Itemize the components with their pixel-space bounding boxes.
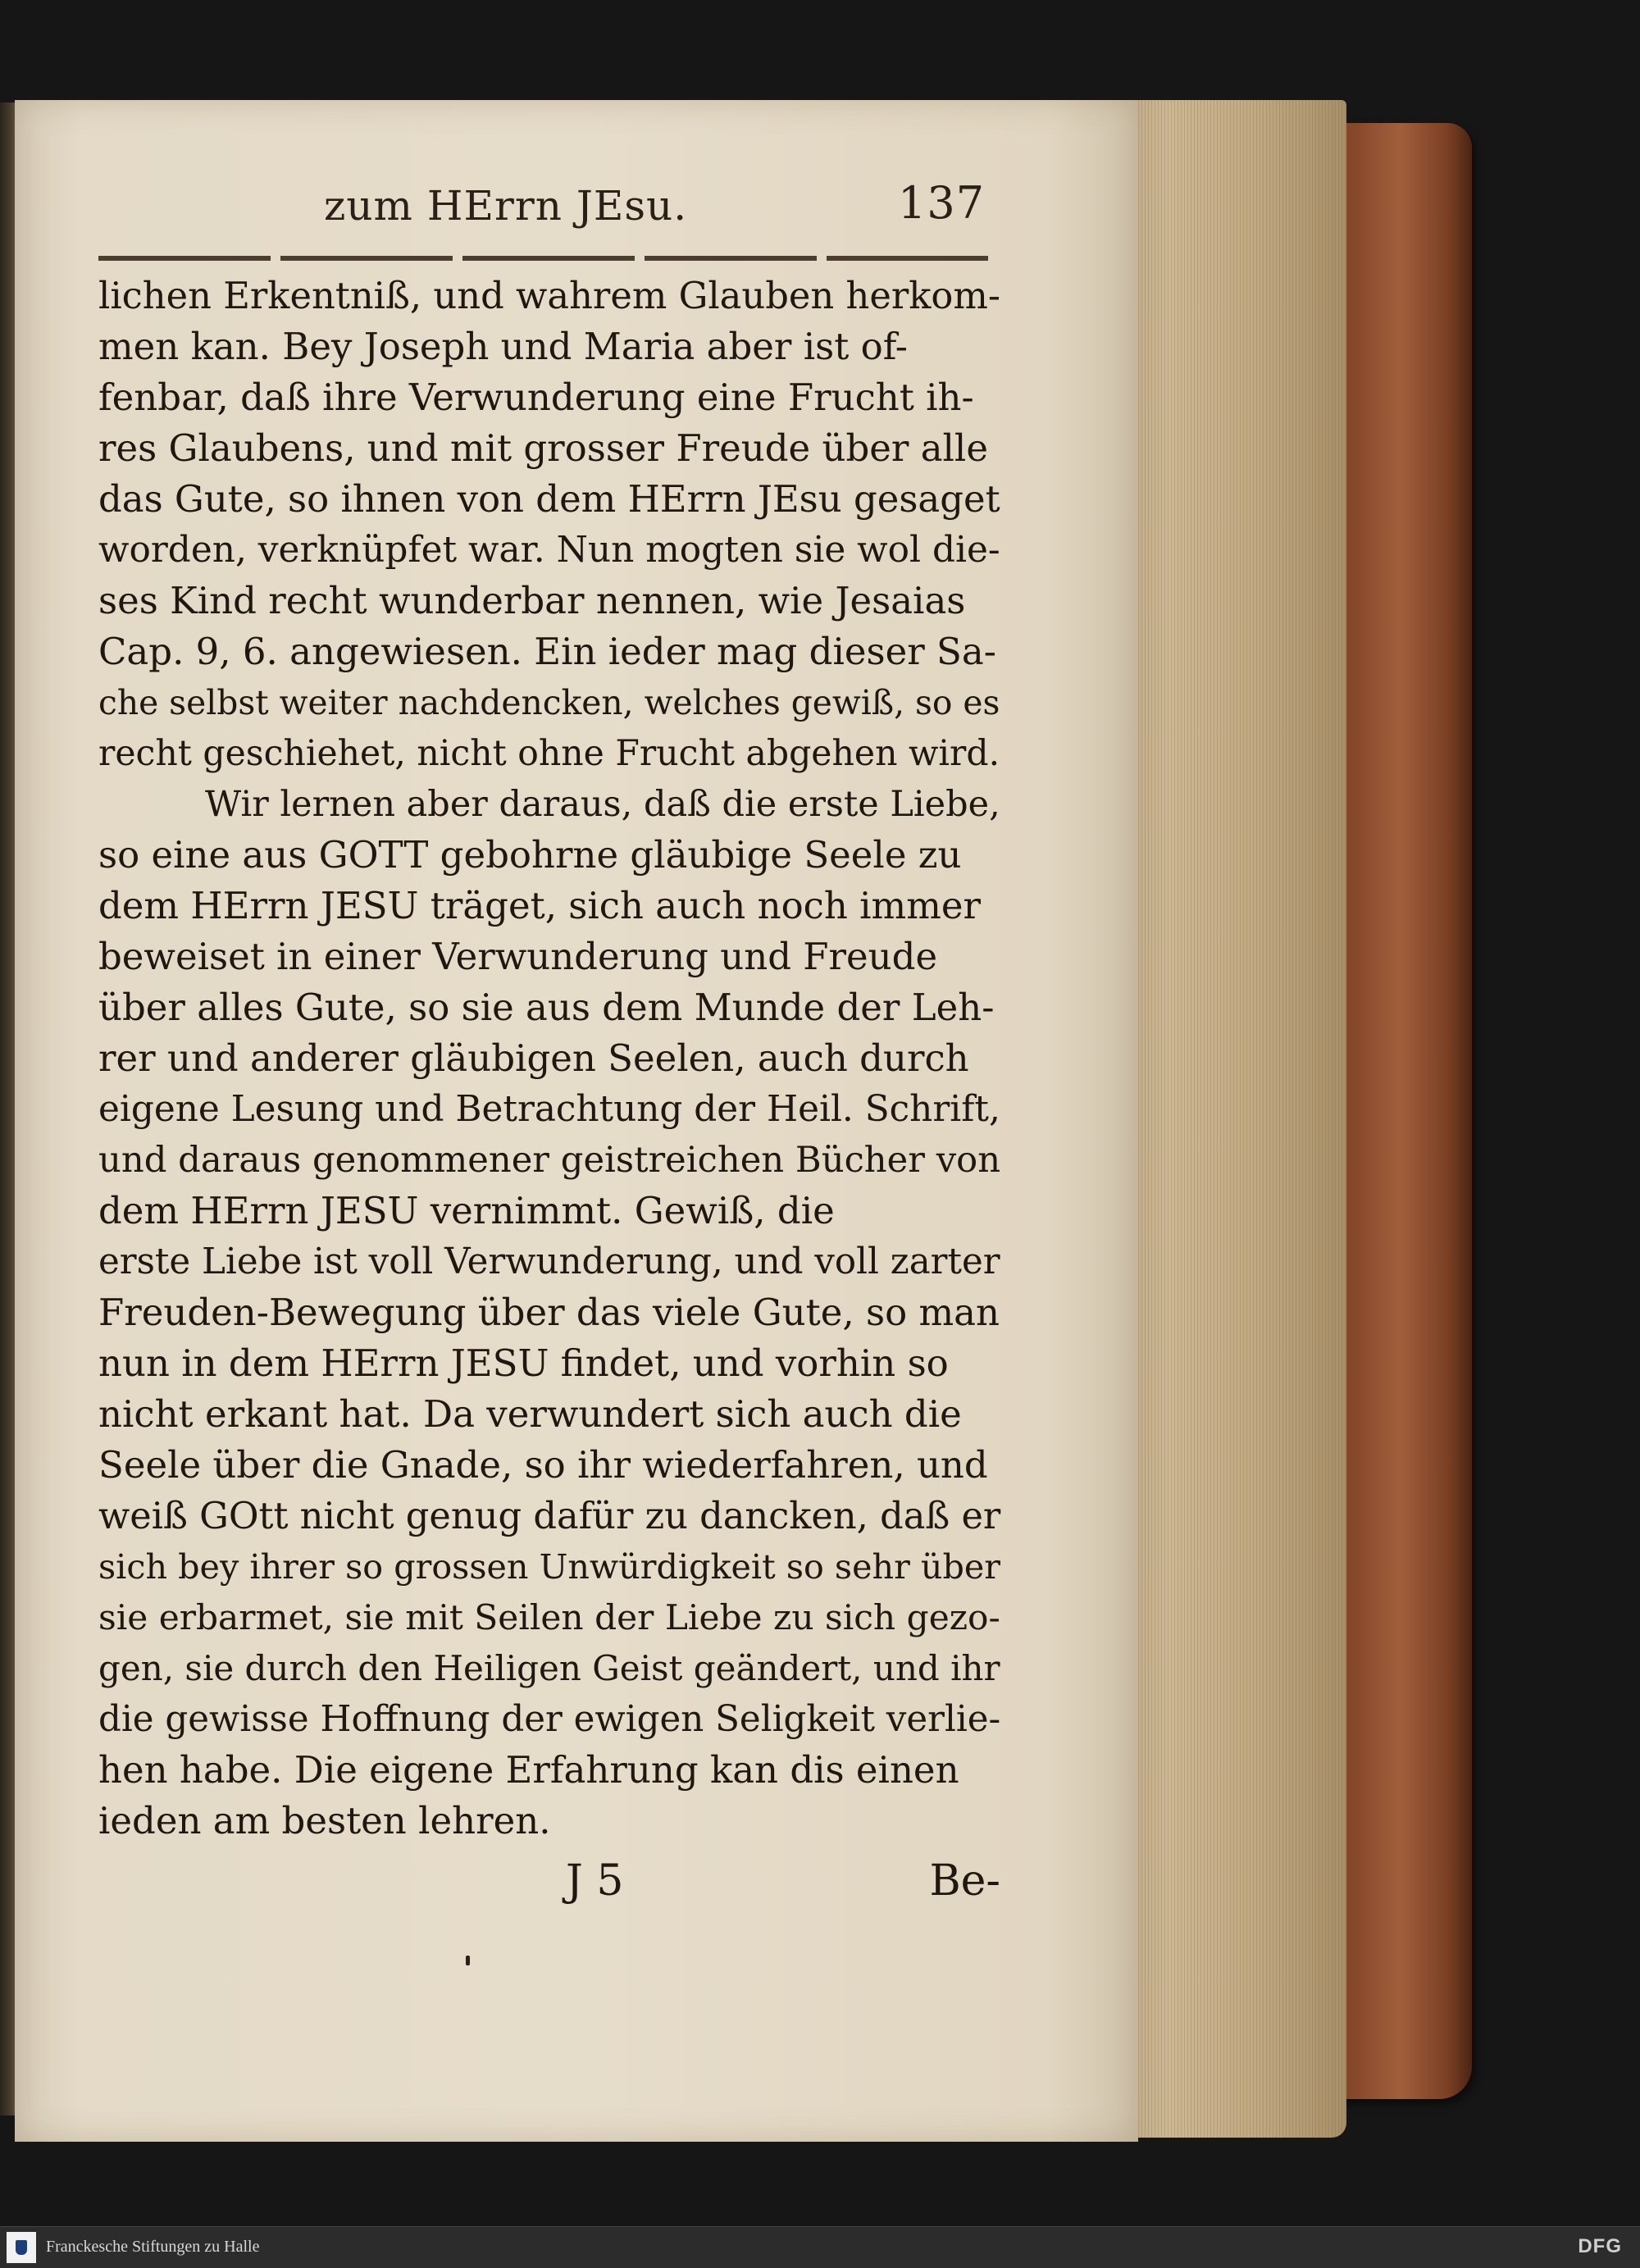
text-line: res Glaubens, und mit grosser Freude über alle	[98, 426, 988, 470]
text-line: sie erbarmet, sie mit Seilen der Liebe zu sich gezo-	[98, 1597, 1000, 1637]
running-head-title: zum HErrn JEsu.	[324, 182, 688, 230]
catchword: Be-	[929, 1856, 1000, 1906]
text-line: ieden am besten lehren.	[98, 1799, 551, 1842]
head-rule	[98, 256, 988, 261]
text-line: men kan. Bey Joseph und Maria aber ist of-	[98, 325, 908, 368]
text-line: worden, verknüpfet war. Nun mogten sie wol die-	[98, 529, 1000, 571]
text-line: gen, sie durch den Heiligen Geist geändert, und ihr	[98, 1648, 1000, 1688]
text-line: eigene Lesung und Betrachtung der Heil. Schrift,	[98, 1088, 1000, 1130]
institution-logo-icon	[7, 2232, 36, 2263]
text-line: nicht erkant hat. Da verwundert sich auch die	[98, 1392, 962, 1436]
text-line: weiß GOtt nicht genug dafür zu dancken, daß er	[98, 1494, 1001, 1537]
text-line: dem HErrn JESU träget, sich auch noch immer	[98, 884, 982, 927]
text-line: die gewisse Hoffnung der ewigen Seligkeit verlie-	[98, 1699, 1001, 1740]
dfg-logo: DFG	[1578, 2235, 1622, 2257]
text-line: nun in dem HErrn JESU findet, und vorhin so	[98, 1341, 949, 1385]
logo-mark	[16, 2240, 27, 2255]
text-line: sich bey ihrer so grossen Unwürdigkeit so sehr über	[98, 1547, 1001, 1587]
page-number: 137	[898, 177, 986, 229]
text-line: lichen Erkentniß, und wahrem Glauben herkom-	[98, 274, 1001, 317]
text-line: so eine aus GOTT gebohrne gläubige Seele zu	[98, 833, 962, 877]
text-line: hen habe. Die eigene Erfahrung kan dis einen	[98, 1748, 959, 1792]
running-head	[324, 177, 996, 239]
text-line: das Gute, so ihnen von dem HErrn JEsu gesaget	[98, 477, 1000, 521]
page-fore-edge	[1109, 100, 1346, 2138]
text-line: fenbar, daß ihre Verwunderung eine Frucht ih-	[98, 376, 974, 419]
text-line: beweiset in einer Verwunderung und Freude	[98, 935, 938, 978]
signature-mark: J 5	[566, 1856, 624, 1906]
text-line: rer und anderer gläubigen Seelen, auch durch	[98, 1036, 969, 1080]
text-line: und daraus genommener geistreichen Bücher von	[98, 1140, 1001, 1181]
text-line: erste Liebe ist voll Verwunderung, und voll zarter	[98, 1241, 1000, 1282]
ink-speck	[466, 1956, 470, 1965]
text-line: dem HErrn JESU vernimmt. Gewiß, die	[98, 1189, 835, 1232]
text-line: Cap. 9, 6. angewiesen. Ein ieder mag dieser Sa-	[98, 630, 996, 673]
text-line: über alles Gute, so sie aus dem Munde der Leh-	[98, 986, 995, 1029]
text-line: ses Kind recht wunderbar nennen, wie Jesaias	[98, 579, 966, 622]
text-line: Wir lernen aber daraus, daß die erste Liebe,	[205, 784, 1000, 825]
body-text	[98, 271, 1000, 1847]
institution-name: Franckesche Stiftungen zu Halle	[46, 2238, 260, 2256]
text-line: che selbst weiter nachdencken, welches gewiß, so es	[98, 683, 1000, 722]
text-line: Freuden-Bewegung über das viele Gute, so man	[98, 1291, 1000, 1334]
page-foot	[566, 1856, 1000, 1914]
footer-bar	[0, 2226, 1640, 2268]
text-line: Seele über die Gnade, so ihr wiederfahren, und	[98, 1443, 988, 1487]
text-line: recht geschiehet, nicht ohne Frucht abgehen wird.	[98, 733, 1000, 774]
